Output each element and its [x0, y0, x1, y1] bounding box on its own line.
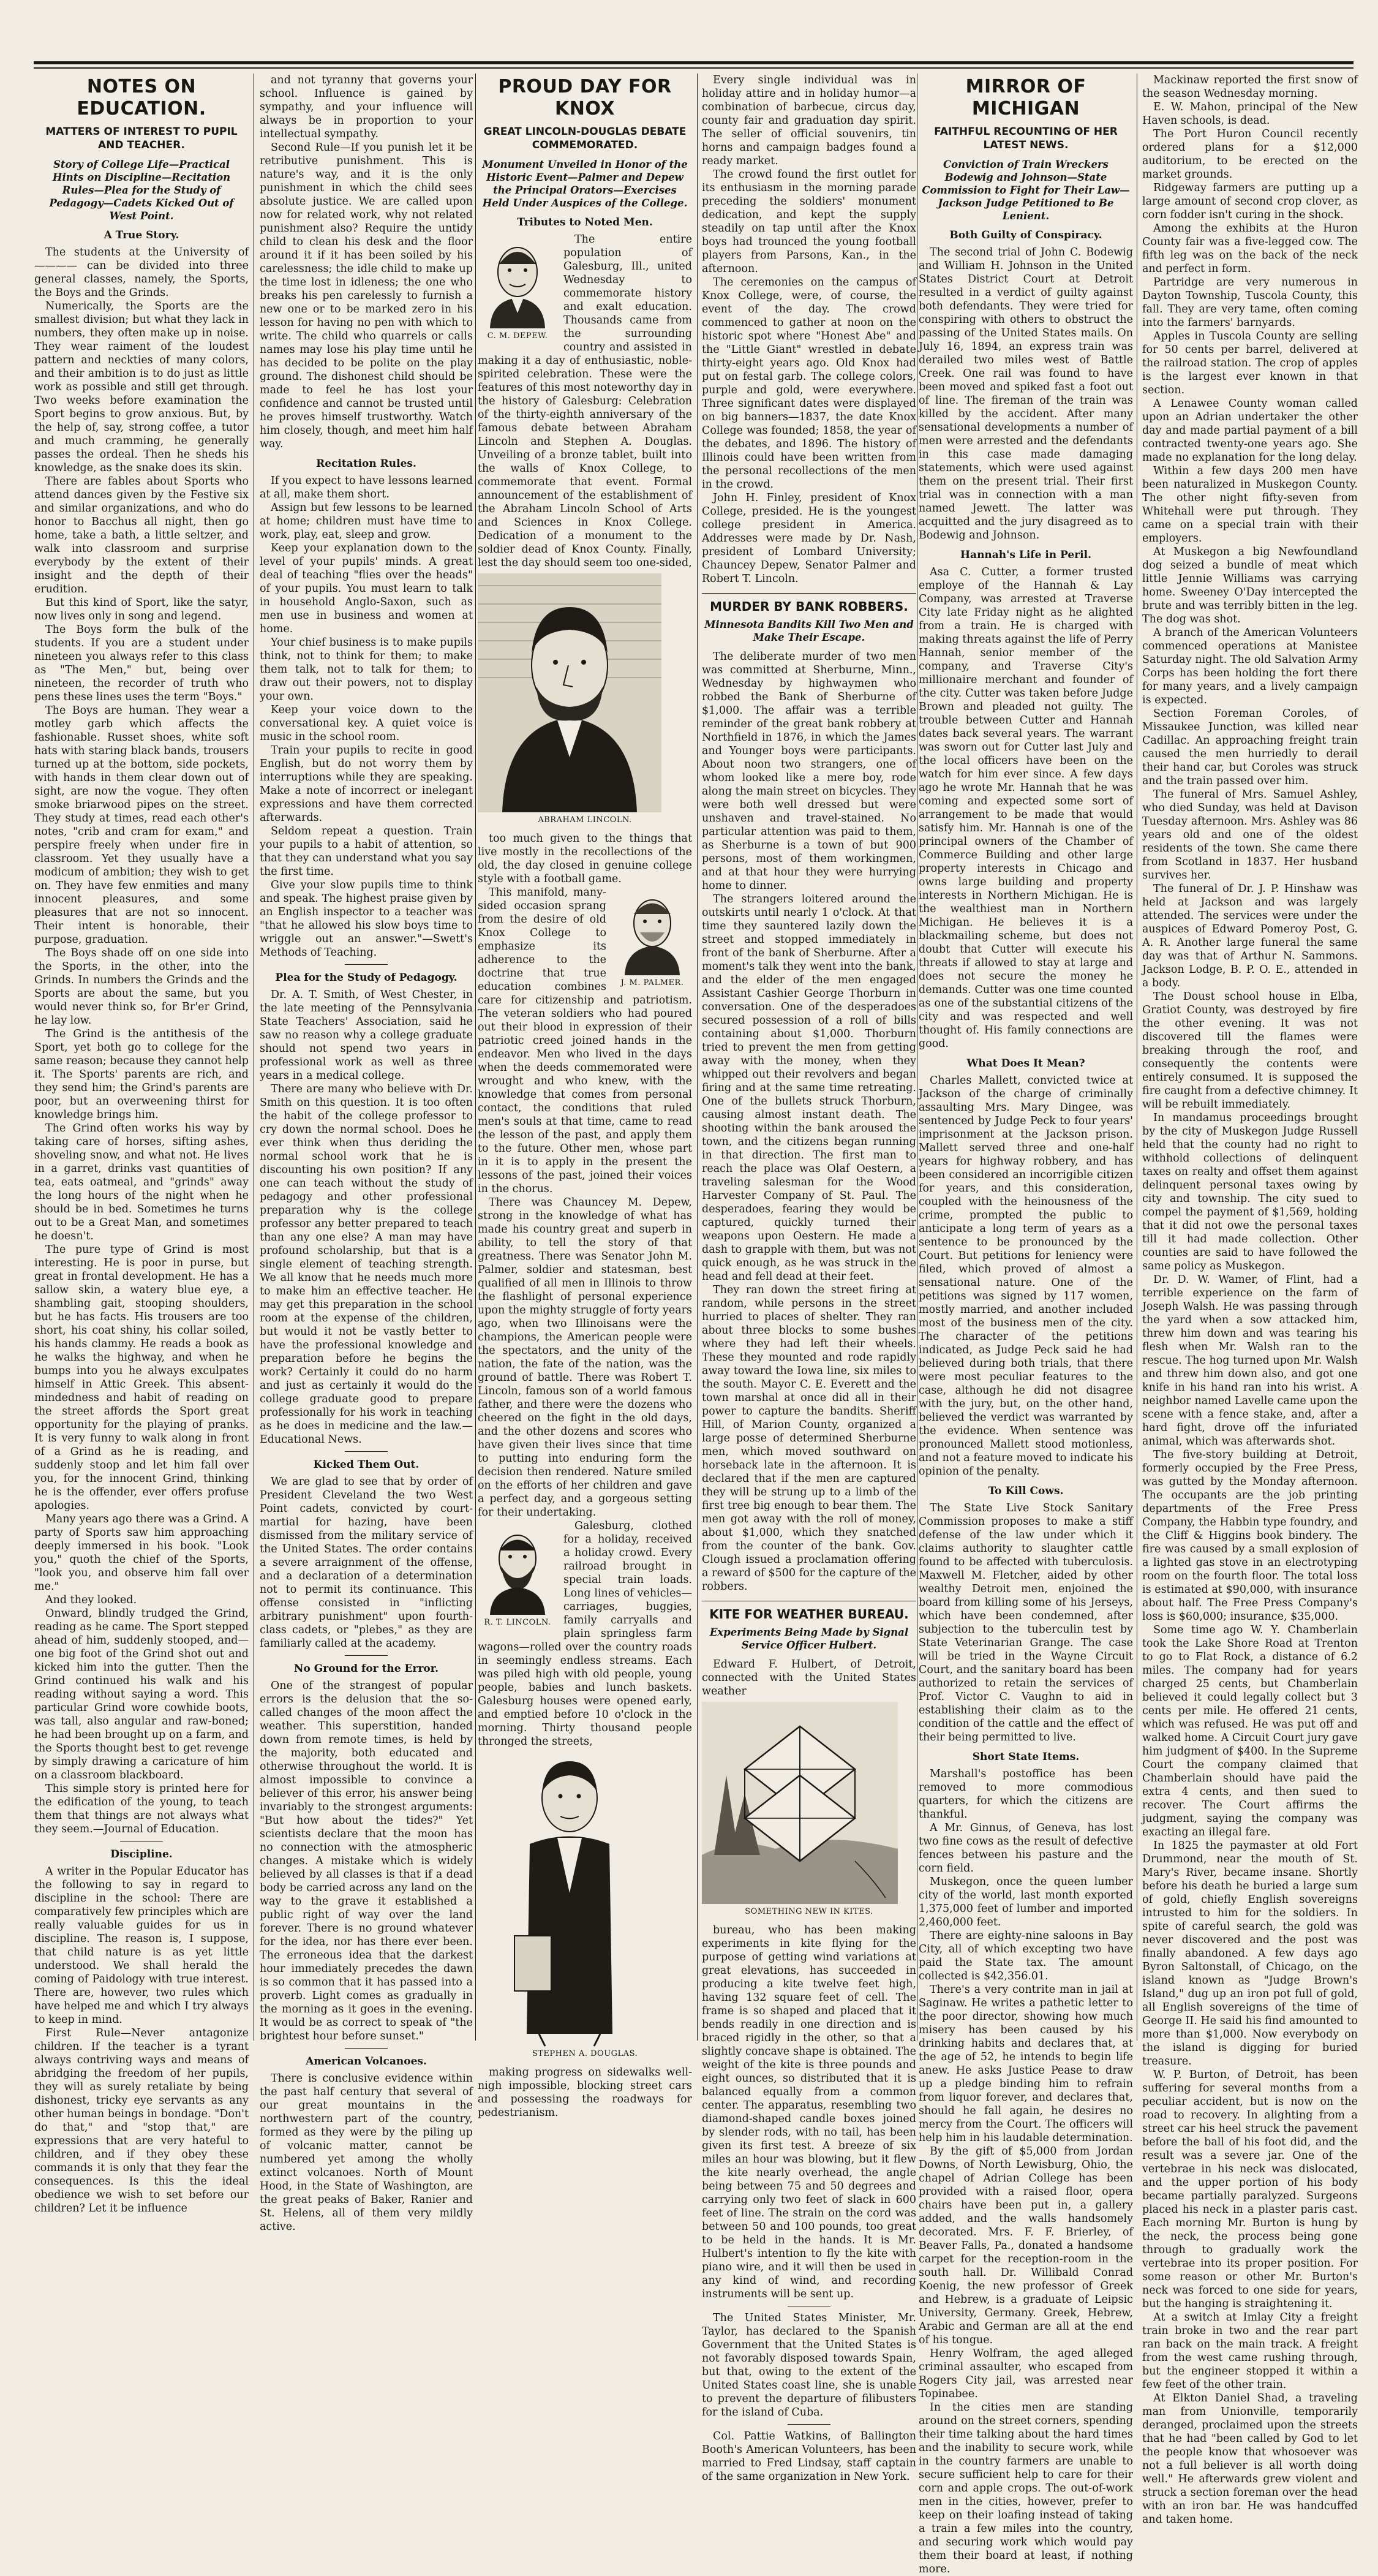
- news-item: A Lenawee County woman called upon an Adrian undertaker the other day and made partial payment of a bill contracted twenty-one years ago. She made no explanation for the long delay.: [1142, 398, 1358, 464]
- news-item: A Mr. Ginnus, of Geneva, has lost two fine cows as the result of defective fences between his pasture and the corn field.: [919, 1822, 1133, 1875]
- paragraph: and not tyranny that governs your school. Influence is gained by sympathy, and your influence will always be in proportion to your intellectual sympathy.: [260, 74, 473, 140]
- paragraph: too much given to the things that live mostly in the recollections of the old, the day closed in genuine college style with a football game.: [478, 833, 692, 885]
- paragraph: Many years ago there was a Grind. A party of Sports saw him approaching deeply immersed in his book. "Look you," quoth the chief of the Sports, "look you, and observe him fall over me.": [34, 1513, 249, 1593]
- paragraph: We are glad to see that by order of President Cleveland the two West Point cadets, convicted by court-martial for hazing, have been dismissed from the military service of the United States. The order contains a severe arraignment of the offense, and a declaration of a determination not to permit its continuance. This offense consisted in "inflicting arbitrary punishment" upon fourth-class cadets, or "plebes," as they are familiarly called at the academy.: [260, 1476, 473, 1650]
- portrait-lincoln-image: [478, 573, 661, 812]
- portrait-palmer-image: [612, 890, 692, 975]
- paragraph: The Boys form the bulk of the students. If you are a student under nineteen you always refer to this class as "The Men," but, being over nineteen, the recorder of truth who pens these lines uses the term "Boys.": [34, 624, 249, 703]
- news-item: There's a very contrite man in jail at Saginaw. He writes a pathetic letter to the poor director, showing how much misery has been caused by his drinking habits and declares that, at the age of 52, he intends to begin life anew. He asks Justice Pease to draw up a pledge binding him to refrain from liquor forever, and declares that, should he fall again, he desires no mercy from the Court. The officers will help him in his laudable determination.: [919, 1984, 1133, 2144]
- caption: R. T. LINCOLN.: [484, 1618, 551, 1627]
- section-title: A True Story.: [104, 229, 179, 241]
- paragraph: The crowd found the first outlet for its enthusiasm in the morning parade preceding the soldiers' monument dedication, and kept the supply steadily on tap until after the Knox boys had trounced the young football players from Parsons, Kan., in the afternoon.: [702, 168, 916, 275]
- paragraph: There are many who believe with Dr. Smith on this question. It is too often the habit of the college professor to cry down the normal school. Does he ever think when thus deriding the normal school work that he is discounting his own position? If any one can teach without the study of pedagogy and other professional preparation why is the college professor any better prepared to teach than any one else? A man may have profound scholarship, but that is a single element of teaching strength. We all know that he needs much more to make him an effective teacher. He may get this preparation in the school room at the expense of the children, but would it not be vastly better to have the professional knowledge and preparation before he begins the work? Certainly it could do no harm and just as certainly it would do the college graduate good to prepare professionally for his work in teaching as he does in medicine and the law.—Educational News.: [260, 1083, 473, 1446]
- paragraph: making progress on sidewalks well-nigh impossible, blocking street cars and possessing the roadways for pedestrianism.: [478, 2066, 692, 2119]
- caption: STEPHEN A. DOUGLAS.: [532, 2049, 638, 2058]
- paragraph: Onward, blindly trudged the Grind, reading as he came. The Sport stepped ahead of him, suddenly stooped, and—one big foot of the Grind shot out and kicked him into the gutter. Then the Grind continued his walk and his reading without saying a word. This particular Grind wore cowhide boots, was tall, also angular and raw-boned; he had been brought up on a farm, and the Sports thought best to get revenge by simply drawing a caricature of him on a classroom blackboard.: [34, 1607, 249, 1781]
- news-item: Muskegon, once the queen lumber city of the world, last month exported 1,375,000 feet of lumber and imported 2,460,000 feet.: [919, 1876, 1133, 1928]
- news-item: Dr. D. W. Wamer, of Flint, had a terrible experience on the farm of Joseph Walsh. He was passing through the yard when a sow attacked him, threw him down and was tearing his flesh when Mr. Walsh ran to the rescue. The hog turned upon Mr. Walsh and threw him down also, and got one knife in his hand ran into his wrist. A neighbor named Lavelle came upon the scene with a fence stake, and, after a hard fight, drove off the infuriated animal, which was afterwards shot.: [1142, 1274, 1358, 1448]
- paragraph: The ceremonies on the campus of Knox College, were, of course, the event of the day. The crowd commenced to gather at noon on the historic spot where "Honest Abe" and the "Little Giant" wrestled in debate thirty-eight years ago. Old Knox had put on festal garb. The college colors, purple and gold, were everywhere. Three significant dates were displayed on big banners—1837, the date Knox College was founded; 1858, the year of the debates, and 1896. The history of Illinois could have been written from the personal recollections of the men in the crowd.: [702, 276, 916, 491]
- column-notes-on-education: [34, 74, 249, 2215]
- news-item: E. W. Mahon, principal of the New Haven schools, is dead.: [1142, 101, 1358, 127]
- news-item: In mandamus proceedings brought by the city of Muskegon Judge Russell held that the county had no right to withhold collections of delinquent taxes on realty and offset them against delinquent personal taxes owing by city and township. The city sued to compel the payment of $1,569, holding that it did not owe the personal taxes till it had made collection. Other counties are said to have followed the same policy as Muskegon.: [1142, 1112, 1358, 1272]
- masthead-rule-thin: [34, 67, 1354, 69]
- caption: J. M. PALMER.: [620, 978, 684, 988]
- section-title: Kicked Them Out.: [313, 1459, 420, 1471]
- deck: Monument Unveiled in Honor of the Historic Event—Palmer and Depew the Principal Orators—Exercises Held Under Auspices of the College.: [482, 159, 688, 209]
- divider: [345, 1655, 388, 1656]
- paragraph: And they looked.: [45, 1594, 137, 1606]
- caption: ABRAHAM LINCOLN.: [538, 815, 632, 825]
- paragraph: The entire population of Galesburg, Ill., united Wednesday to commemorate history and exalt education. Thousands came from the surrounding country and assisted in making it a day of enthusiastic, noble-spirited celebration. These were the features of this most noteworthy day in the history of Galesburg: Celebration of the thirty-eighth anniversary of the famous debate between Abraham Lincoln and Stephen A. Douglas. Unveiling of a bronze tablet, built into the walls of Knox College, to commemorate that event. Formal announcement of the establishment of the Abraham Lincoln School of Arts and Sciences in Knox College. Dedication of a monument to the soldier dead of Knox County. Finally, lest the day should seem too one-sided,: [478, 233, 692, 569]
- paragraph: The strangers loitered around the outskirts until nearly 1 o'clock. At that time they sauntered lazily down the street and stopped immediately in front of the bank of Sherburne. After a moment's talk they went into the bank, and the elder of the men engaged Assistant Cashier George Thorburn in conversation. One of the desperadoes secured possession of a roll of bills containing about $1,000. Thorburn tried to prevent the men from getting away with the money, when they whipped out their revolvers and began firing and at the same time retreating. One of the bullets struck Thorburn, causing almost instant death. The shooting within the bank aroused the town, and the citizens began running in that direction. The first man to reach the place was Olaf Oestern, a traveling salesman for the Wood Harvester Company of St. Paul. The desperadoes, fearing they would be captured, quickly turned their weapons upon Oestern. He made a dash to grapple with them, but was not quick enough, as he was struck in the head and fell dead at their feet.: [702, 893, 916, 1283]
- paragraph: A writer in the Popular Educator has the following to say in regard to discipline in the school: There are comparatively few principles which are really valuable guides for us in discipline. The reason is, I suppose, that child nature is as yet little understood. We shall herald the coming of Paidology with true interest. There are, however, two rules which have helped me and which I try always to keep in mind.: [34, 1865, 249, 2026]
- paragraph: Give your slow pupils time to think and speak. The highest praise given by an English inspector to a teacher was "that he allowed his slow boys time to wriggle out an answer."—Swett's Methods of Teaching.: [260, 879, 473, 959]
- deck: Minnesota Bandits Kill Two Men and Make Their Escape.: [704, 619, 914, 643]
- paragraph: This manifold, many-sided occasion sprang from the desire of old Knox College to emphasize its adherence to the doctrine that true education combines care for citizenship and patriotism. The veteran soldiers who had poured out their blood in expression of their patriotic creed joined hands in the endeavor. Men who lived in the days when the deeds commemorated were wrought and who knew, with the knowledge that comes from personal contact, the conditions that ruled men's souls at that time, came to read the lesson of the past, and apply them to the future. Other men, whose part in it is to apply in the present the lessons of the past, joined their voices in the chorus.: [478, 886, 692, 1195]
- section-title: Hannah's Life in Peril.: [960, 549, 1091, 561]
- portrait-depew: [478, 236, 557, 343]
- news-item: Ridgeway farmers are putting up a large amount of second crop clover, as corn fodder isn't curing in the shock.: [1142, 182, 1358, 221]
- paragraph: bureau, who has been making experiments in kite flying for the purpose of getting wind variations at great elevations, has succeeded in producing a kite twelve feet high, having 132 square feet of cell. The frame is so shaped and placed that it bends readily in one direction and is braced rigidly in the other, so that a slightly concave shape is obtained. The weight of the kite is three pounds and eight ounces, so distributed that it is balanced equally from a common center. The apparatus, resembling two diamond-shaped candle boxes joined by slender rods, with no tail, has been given its first test. A breeze of six miles an hour was blowing, but it flew the kite nearly overhead, the angle being between 75 and 50 degrees and carrying only two feet of slack in 600 feet of line. The strain on the cord was between 50 and 100 pounds, too great to be held in the hands. It is Mr. Hulbert's intention to fly the kite with piano wire, and it will then be used in any kind of wind, and recording instruments will be sent up.: [702, 1924, 916, 2300]
- portrait-douglas-image: [478, 1752, 661, 2046]
- section-title: No Ground for the Error.: [293, 1663, 439, 1675]
- column-education-continued: [260, 74, 473, 2233]
- paragraph: The Grind often works his way by taking care of horses, sifting ashes, shoveling snow, and what not. He lives in a garret, drinks vast quantities of tea, eats oatmeal, and "grinds" away the long hours of the night when he should be in bed. Sometimes he turns out to be a Great Man, and sometimes he doesn't.: [34, 1122, 249, 1242]
- section-title: To Kill Cows.: [988, 1485, 1064, 1497]
- paragraph: Seldom repeat a question. Train your pupils to a habit of attention, so that they can understand what you say the first time.: [260, 825, 473, 878]
- story-headline: KITE FOR WEATHER BUREAU.: [702, 1601, 916, 1622]
- column-rule: [697, 74, 698, 2041]
- deck: Conviction of Train Wreckers Bodewig and Johnson—State Commission to Fight for Their Law—Jackson Judge Petitioned to Be Lenient.: [922, 159, 1130, 222]
- paragraph: They ran down the street firing at random, while persons in the street hurried to places of shelter. They ran about three blocks to some bushes where they had left their wheels. These they mounted and rode rapidly away toward the Iowa line, six miles to the south. Mayor C. E. Everett and the town marshal at once did all in their power to capture the bandits. Sheriff Hill, of Marion County, organized a large posse of determined Sherburne men, which moved southward on horseback late in the afternoon. It is declared that if the men are captured they will be strung up to a limb of the first tree big enough to bear them. The men got away with the roll of money, about $1,000, which they snatched from the counter of the bank. Gov. Clough issued a proclamation offering a reward of $500 for the capture of the robbers.: [702, 1284, 916, 1593]
- paragraph: Charles Mallett, convicted twice at Jackson of the charge of criminally assaulting Mrs. Mary Dingee, was sentenced by Judge Peck to four years' imprisonment at the Jackson prison. Mallett served three and one-half years for highway robbery, and has been considered an incorrigible citizen for years, and this consideration, coupled with the heinousness of the crime, prompted the public to anticipate a long term of years as a sentence to be pronounced by the Court. But petitions for leniency were filed, which proved of almost a sensational nature. One of the petitions was signed by 117 women, mostly married, and another included most of the business men of the city. The character of the petitions indicated, as Judge Peck said he had believed during both trials, that there were most peculiar features to the case, although he did not disagree with the jury, but, on the other hand, believed the verdict was warranted by the evidence. When sentence was pronounced Mallett stood motionless, and not a feature moved to indicate his opinion of the penalty.: [919, 1075, 1133, 1478]
- portrait-rt-lincoln-image: [478, 1523, 557, 1615]
- paragraph: The students at the University of ———— can be divided into three general classes, namely, the Sports, the Boys and the Grinds.: [34, 246, 249, 299]
- deck: Story of College Life—Practical Hints on Discipline—Recitation Rules—Plea for the Study of Pedagogy—Cadets Kicked Out of West Point.: [49, 159, 234, 222]
- kite-image: [702, 1702, 898, 1904]
- news-item: At Elkton Daniel Shad, a traveling man from Unionville, temporarily deranged, proclaimed upon the streets that he had "been called by God to let the people know that whosoever was not a full believer is all worth doing well." He afterwards grew violent and struck a section foreman over the head with an iron bar. He was handcuffed and taken home.: [1142, 2392, 1358, 2526]
- news-item: Apples in Tuscola County are selling for 50 cents per barrel, delivered at the railroad station. The crop of apples is the largest ever known in that section.: [1142, 330, 1358, 396]
- paragraph: The State Live Stock Sanitary Commission proposes to make a stiff defense of the law under which it claims authority to slaughter cattle found to be affected with tuberculosis. Maxwell M. Fletcher, aided by other wealthy Detroit men, enjoined the board from killing some of his Jerseys, which have been condemned, after subjection to the tuberculin test by State Veterinarian Grange. The case will be tried in the Wayne Circuit Court, and the sanitary board has been authorized to retain the services of Prof. Victor C. Vaughn to aid in establishing their claim as to the condition of the cattle and the effect of their being permitted to live.: [919, 1502, 1133, 1743]
- section-title: Recitation Rules.: [316, 458, 416, 470]
- paragraph: The second trial of John C. Bodewig and William H. Johnson in the United States District Court at Detroit resulted in a verdict of guilty against both defendants. They were tried for conspiring with others to obstruct the passing of the United States mails. On July 16, 1894, an express train was derailed two miles west of Battle Creek. One rail was found to have been moved and spiked fast a foot out of line. The fireman of the train was killed by the accident. After many sensational developments a number of men were arrested and the defendants in this case made damaging statements, which were used against them on the present trial. Their first trial was in connection with a man named Jewett. The latter was acquitted and the jury disagreed as to Bodewig and Johnson.: [919, 246, 1133, 542]
- paragraph: This simple story is printed here for the edification of the young, to teach them that things are not always what they seem.—Journal of Education.: [34, 1783, 249, 1835]
- paragraph: Second Rule—If you punish let it be retributive punishment. This is nature's way, and it is the only punishment in which the child sees absolute justice. We are called upon now for related work, why not related punishment also? Require the untidy child to clean his desk and the floor around it if it has been soiled by his carelessness; the idle child to make up the time lost in idleness; the one who breaks his pen carelessly to furnish a new one or to be marked zero in his lesson for having no pen with which to write. The child who quarrels or calls names may lose his play time until he has decided to be polite on the play ground. The dishonest child should be made to feel he has lost your confidence and cannot be trusted until he proves himself trustworthy. Watch him closely, though, and meet him half way.: [260, 142, 473, 450]
- paragraph: Keep your voice down to the conversational key. A quiet voice is music in the school room.: [260, 704, 473, 743]
- column-mirror-of-michigan: [919, 74, 1133, 2575]
- divider: [345, 964, 388, 965]
- masthead-rule: [34, 61, 1354, 64]
- divider: [345, 1451, 388, 1452]
- story-headline: MURDER BY BANK ROBBERS.: [702, 593, 916, 614]
- news-item: The Doust school house in Elba, Gratiot County, was destroyed by fire the other evening. It was not discovered till the flames were breaking through the roof, and consequently the contents were entirely consumed. It is supposed the fire caught from a defective chimney. It will be rebuilt immediately.: [1142, 991, 1358, 1111]
- news-item: Marshall's postoffice has been removed to more commodious quarters, for which the citizens are thankful.: [919, 1768, 1133, 1821]
- paragraph: Edward F. Hulbert, of Detroit, connected with the United States weather: [702, 1658, 916, 1698]
- paragraph: If you expect to have lessons learned at all, make them short.: [260, 475, 473, 500]
- subhead: FAITHFUL RECOUNTING OF HER LATEST NEWS.: [934, 126, 1118, 151]
- news-item: Mackinaw reported the first snow of the season Wednesday morning.: [1142, 74, 1358, 100]
- news-item: Some time ago W. Y. Chamberlain took the Lake Shore Road at Trenton to go to Flat Rock, a distance of 6.2 miles. The company had for years charged 25 cents, but Chamberlain believed it could legally collect but 3 cents per mile. He offered 21 cents, which was refused. He was put off and walked home. A Circuit Court jury gave him judgment of $400. In the Supreme Court the company claimed that Chamberlain should have paid the extra 4 cents, and then sued to recover. The Court affirms the judgment, saying the company was exacting an illegal fare.: [1142, 1624, 1358, 1838]
- news-item: There are eighty-nine saloons in Bay City, all of which excepting two have paid the State tax. The amount collected is $42,356.01.: [919, 1930, 1133, 1982]
- paragraph: But this kind of Sport, like the satyr, now lives only in song and legend.: [34, 597, 249, 622]
- column-knox-continued: [702, 74, 916, 2483]
- caption: C. M. DEPEW.: [487, 331, 548, 341]
- paragraph: First Rule—Never antagonize children. If the teacher is a tyrant always contriving ways and means of abridging the freedom of her pupils, they will as surely retaliate by being dishonest, tricky eye servants as any other human beings in bondage. "Don't do that," and "stop that," are expressions that are very hateful to children, and if they obey these commands it is only that they fear the consequences. Is this the ideal obedience we wish to set before our children? Let it be influence: [34, 2027, 249, 2215]
- paragraph: The deliberate murder of two men was committed at Sherburne, Minn., Wednesday by highwaymen who robbed the Bank of Sherburne of $1,000. The affair was a terrible reminder of the great bank robbery at Northfield in 1876, in which the James and Younger boys were participants. About noon two strangers, one of whom looked like a mere boy, rode along the main street on bicycles. They were both well dressed but were unshaven and travel-stained. No particular attention was paid to them, as Sherburne is a town of but 900 persons, most of them workingmen, and at that hour they were hurrying home to dinner.: [702, 651, 916, 892]
- divider: [345, 2048, 388, 2049]
- paragraph: The pure type of Grind is most interesting. He is poor in purse, but great in frontal development. He has a sallow skin, a watery blue eye, a shambling gait, stooping shoulders, but he has facts. His trousers are too short, his coat shiny, his collar soiled, his hands clammy. He reads a book as he walks the highway, and when he bumps into you he always exculpates himself in Attic Greek. This absent-mindedness and habit of reading on the street affords the Sport great opportunity for the playing of pranks. It is very funny to walk along in front of a Grind as he is reading, and suddenly stoop and let him fall over you, for the innocent Grind, thinking he is the offender, ever offers profuse apologies.: [34, 1244, 249, 1512]
- portrait-palmer: [612, 890, 692, 990]
- divider: [788, 2424, 830, 2425]
- news-item: Within a few days 200 men have been naturalized in Muskegon County. The other night fifty-seven from Whitehall were put through. They came on a special train with their employers.: [1142, 465, 1358, 545]
- paragraph: The Boys shade off on one side into the Sports, in the other, into the Grinds. In numbers the Grinds and the Sports are about the same, but you would never think so, for Br'er Grind, he lay low.: [34, 947, 249, 1027]
- section-title: Discipline.: [110, 1848, 173, 1860]
- portrait-lincoln: [478, 573, 692, 827]
- paragraph: Numerically, the Sports are the smallest division; but what they lack in numbers, they often make up in noise. They wear raiment of the loudest pattern and neckties of many colors, and their ambition is to do just as little work as possible and still get through. Two weeks before examination the Sport begins to grow anxious. But, by the help of, say, strong coffee, a tutor and much cramming, he generally passes the ordeal. Then he sheds his knowledge, as the snake does its skin.: [34, 300, 249, 474]
- subhead: GREAT LINCOLN-DOUGLAS DEBATE COMMEMORATED.: [483, 126, 687, 151]
- article-body: [34, 246, 249, 1836]
- paragraph: Keep your explanation down to the level of your pupils' minds. A great deal of teaching "flies over the heads" of your pupils. You must learn to talk in household Anglo-Saxon, such as men use in business and women at home.: [260, 542, 473, 635]
- section-title: Tributes to Noted Men.: [517, 216, 653, 229]
- news-item: The five-story building at Detroit, formerly occupied by the Free Press, was gutted by the Monday afternoon. The occupants are the job printing departments of the Free Press Company, the Habbin type foundry, and the Cliff & Higgins book bindery. The fire was caused by a small explosion of a lighted gas stove in an electrotyping room on the fourth floor. The total loss is estimated at $90,000, with insurance about half. The Free Press Company's loss is $60,000; insurance, $35,000.: [1142, 1449, 1358, 1623]
- news-item: By the gift of $5,000 from Jordan Downs, of North Lewisburg, Ohio, the chapel of Adrian College has been provided with a raised floor, opera chairs have been put in, a gallery added, and the walls handsomely decorated. Mrs. F. F. Brierley, of Beaver Falls, Pa., donated a handsome carpet for the reception-room in the south hall. Dr. Willibald Conrad Koenig, the new professor of Greek and Hebrew, is a graduate of Leipsic University, Germany. Greek, Hebrew, Arabic and German are all at the end of his tongue.: [919, 2145, 1133, 2346]
- headline: NOTES ON EDUCATION.: [77, 76, 206, 119]
- headline: PROUD DAY FOR KNOX: [498, 76, 672, 119]
- paragraph: Asa C. Cutter, a former trusted employe of the Hannah & Lay Company, was arrested at Traverse City late Friday night as he alighted from a train. He is charged with making threats against the life of Perry Hannah, senior member of the company, and Traverse City's millionaire merchant and founder of the city. Cutter was taken before Judge Brown and pleaded not guilty. The trouble between Cutter and Hannah dates back several years. The warrant was sworn out for Cutter last July and the local officers have been on the watch for him ever since. A few days ago he wrote Mr. Hannah that he was coming and expected some sort of arrangement to be made that would satisfy him. Mr. Hannah is one of the principal owners of the Chamber of Commerce Building and other large property interests in Chicago and owns large building and property interests in Northern Michigan. He is the wealthiest man in Northern Michigan. He believes it is a blackmailing scheme, but does not doubt that Cutter will execute his threats if allowed to stay at large and does not secure the money he demands. Cutter was one time counted as one of the substantial citizens of the city and was respected and well thought of. His family connections are good.: [919, 566, 1133, 1050]
- portrait-depew-image: [478, 236, 557, 328]
- paragraph: Galesburg, clothed for a holiday, received a holiday crowd. Every railroad brought in special train loads. Long lines of vehicles—carriages, buggies, family carryalls and plain springless farm wagons—rolled over the country roads in seemingly endless streams. Each was piled high with old people, young people, babies and lunch baskets. Galesburg houses were opened early, and emptied before 10 o'clock in the morning. Thirty thousand people thronged the streets,: [478, 1520, 692, 1748]
- paragraph: John H. Finley, president of Knox College, presided. He is the youngest college president in America. Addresses were made by Dr. Nash, president of Lombard University; Chauncey Depew, Senator Palmer and Robert T. Lincoln.: [702, 492, 916, 585]
- news-item: The Port Huron Council recently ordered plans for a $12,000 auditorium, to be erected on the market grounds.: [1142, 128, 1358, 181]
- headline: MIRROR OF MICHIGAN: [965, 76, 1086, 119]
- column-proud-day-for-knox: [478, 74, 692, 2119]
- section-title: American Volcanoes.: [306, 2055, 427, 2068]
- paragraph: Your chief business is to make pupils think, not to think for them; to make them talk, not to talk for them; to draw out their powers, not to display your own.: [260, 636, 473, 703]
- news-item: Section Foreman Coroles, of Missaukee Junction, was killed near Cadillac. An approaching freight train caused the men hurriedly to derail their hand car, but Coroles was struck and the train passed over him.: [1142, 708, 1358, 787]
- paragraph: Every single individual was in holiday attire and in holiday humor—a combination of barbecue, circus day, county fair and graduation day spirit. The seller of official souvenirs, tin horns and campaign badges found a ready market.: [702, 74, 916, 167]
- section-title: Both Guilty of Conspiracy.: [949, 229, 1102, 241]
- column-rule: [475, 74, 476, 2041]
- paragraph: There was Chauncey M. Depew, strong in the knowledge of what has made his country great and superb in ability, to tell the story of that greatness. There was Senator John M. Palmer, soldier and statesman, best qualified of all men in Illinois to throw the flashlight of personal experience upon the mighty struggle of forty years ago, when two Illinoisans were the champions, the American people were the spectators, and the unity of the nation, the fate of the nation, was the ground of battle. There was Robert T. Lincoln, famous son of a world famous father, and there were the dozens who cheered on the fight in the old days, and the other dozens and scores who have given their lives since that time to putting into enduring form the decision then rendered. Nature smiled on the efforts of her children and gave a perfect day, and a gorgeous setting for their undertaking.: [478, 1196, 692, 1519]
- portrait-rt-lincoln: [478, 1523, 557, 1630]
- paragraph: Assign but few lessons to be learned at home; children must have time to work, play, eat, sleep and grow.: [260, 502, 473, 541]
- kite-illustration: [702, 1702, 916, 1919]
- deck: Experiments Being Made by Signal Service Officer Hulbert.: [709, 1626, 909, 1651]
- news-item: W. P. Burton, of Detroit, has been suffering for several months from a peculiar accident, but is now on the road to recovery. In alighting from a street car his heel struck the pavement before the ball of his foot did, and the result was a severe jar. One of the vertebrae in his neck was dislocated, and the upper portion of his body became partially paralyzed. Surgeons placed his neck in a plaster paris cast. Each morning Mr. Burton is hung by the neck, the process being gone through to gradually work the vertebrae into its proper position. For some reason or other Mr. Burton's neck was forced to one side for years, but the hanging is straightening it.: [1142, 2069, 1358, 2310]
- paragraph: Dr. A. T. Smith, of West Chester, in the late meeting of the Pennsylvania State Teachers' Association, said he saw no reason why a college graduate should not spend two years in professional work as well as three years in a medical college.: [260, 989, 473, 1082]
- news-item: In the cities men are standing around on the street corners, spending their time talking about the hard times and the inability to secure work, while in the country farmers are unable to secure sufficient help to care for their corn and apple crops. The out-of-work men in the cities, however, prefer to keep on their loafing instead of taking a train a few miles into the country, and securing work which would pay them their board at least, if nothing more.: [919, 2401, 1133, 2575]
- news-item: Partridge are very numerous in Dayton Township, Tuscola County, this fall. They are very tame, often coming into the farmers' barnyards.: [1142, 276, 1358, 329]
- subhead: MATTERS OF INTEREST TO PUPIL AND TEACHER.: [45, 126, 238, 151]
- paragraph: There are fables about Sports who attend dances given by the Festive six and similar organizations, and who do honor to Bacchus all night, then go home, take a bath, a little seltzer, and walk into classroom and surprise everybody by the extent of their insight and the depth of their erudition.: [34, 475, 249, 595]
- news-item: The funeral of Mrs. Samuel Ashley, who died Sunday, was held at Davison Tuesday afternoon. Mrs. Ashley was 86 years old and one of the oldest residents of the town. She came there from Scotland in 1837. Her husband survives her.: [1142, 788, 1358, 882]
- news-item: At a switch at Imlay City a freight train broke in two and the rear part ran back on the main track. A freight from the west came rushing through, but the engineer stopped it within a few feet of the other train.: [1142, 2311, 1358, 2391]
- news-item: Henry Wolfram, the aged alleged criminal assaulter, who escaped from Rogers City jail, was arrested near Topinabee.: [919, 2347, 1133, 2400]
- news-item: In 1825 the paymaster at old Fort Drummond, near the mouth of St. Mary's River, became insane. Shortly before his death he buried a large sum of gold, chiefly English sovereigns intrusted to him for the soldiers. In spite of careful search, the gold was never discovered and the post was finally abandoned. A few days ago Byron Saltonstall, of Chicago, on the island known as "Judge Brown's Island," dug up an iron pot full of gold, all English sovereigns of the time of George II. He said his find amounted to more than $1,000. Now everybody on the island is digging for buried treasure.: [1142, 1840, 1358, 2068]
- section-title: Plea for the Study of Pedagogy.: [275, 972, 457, 984]
- paragraph: The Grind is the antithesis of the Sport, yet both go to college for the same reason; because they cannot help it. The Sports' parents are rich, and they send him; the Grind's parents are poor, but an overweening thirst for knowledge brings him.: [34, 1028, 249, 1121]
- portrait-douglas: [478, 1752, 692, 2061]
- section-title: What Does It Mean?: [966, 1057, 1085, 1070]
- paragraph: There is conclusive evidence within the past half century that several of our great mountains in the northwestern part of the country, formed as they were by the piling up of volcanic matter, cannot be numbered yet among the wholly extinct volcanoes. North of Mount Hood, in the State of Washington, are the great peaks of Baker, Ranier and St. Helens, all of them very mildly active.: [260, 2072, 473, 2233]
- column-michigan-items: [1142, 74, 1358, 2526]
- paragraph: Col. Pattie Watkins, of Ballington Booth's American Volunteers, has been married to Fred Lindsay, staff captain of the same organization in New York.: [702, 2430, 916, 2483]
- news-item: The funeral of Dr. J. P. Hinshaw was held at Jackson and was largely attended. The services were under the auspices of Edward Pomeroy Post, G. A. R. Another large funeral the same day was that of Arthur N. Sammons. Jackson Lodge, B. P. O. E., attended in a body.: [1142, 883, 1358, 989]
- news-item: A branch of the American Volunteers commenced operations at Manistee Saturday night. The old Salvation Army Corps has been holding the fort there for many years, and a lively campaign is expected.: [1142, 627, 1358, 706]
- paragraph: One of the strangest of popular errors is the delusion that the so-called changes of the moon affect the weather. This superstition, handed down from remote times, is held by the majority, both educated and otherwise throughout the world. It is almost impossible to convince a believer of this error, his answer being invariably to the strongest arguments: "But how about the tides?" Yet scientists declare that the moon has no connection with the atmospheric changes. A mistake which is widely believed by all classes is that if a dead body be carried across any land on the way to the grave it established a public right of way over the land forever. There is no ground whatever for the idea, nor has there ever been. The erroneous idea that the darkest hour immediately precedes the dawn is so common that it has passed into a proverb. Light comes as gradually in the morning as it goes in the evening. It would be as correct to speak of "the brightest hour before sunset.": [260, 1680, 473, 2042]
- section-title: Short State Items.: [972, 1751, 1080, 1763]
- caption: SOMETHING NEW IN KITES.: [745, 1907, 873, 1916]
- paragraph: The Boys are human. They wear a motley garb which affects the fashionable. Russet shoes, white soft hats with staring black bands, trousers turned up at the bottom, side pockets, with hands in them clear down out of sight, are now the vogue. They often smoke briarwood pipes on the street. They study at times, read each other's notes, "crib and cram for exam," and perspire freely when under fire in classroom. Yet they usually have a modicum of ambition; they wish to get on. They have few enmities and many innocent pleasures, and some pleasures that are not so innocent. Their intent is honorable, their purpose, graduation.: [34, 704, 249, 946]
- news-item: Among the exhibits at the Huron County fair was a five-legged cow. The fifth leg was on the back of the neck and perfect in form.: [1142, 222, 1358, 275]
- paragraph: Train your pupils to recite in good English, but do not worry them by interruptions while they are speaking. Make a note of incorrect or inelegant expressions and have them corrected afterwards.: [260, 744, 473, 824]
- news-item: At Muskegon a big Newfoundland dog seized a bundle of meat which little Jennie Williams was carrying home. Sweeney O'Day intercepted the brute and was terribly bitten in the leg. The dog was shot.: [1142, 546, 1358, 625]
- paragraph: The United States Minister, Mr. Taylor, has declared to the Spanish Government that the United States is not favorably disposed towards Spain, but that, owing to the extent of the United States coast line, she is unable to prevent the departure of filibusters for the island of Cuba.: [702, 2312, 916, 2419]
